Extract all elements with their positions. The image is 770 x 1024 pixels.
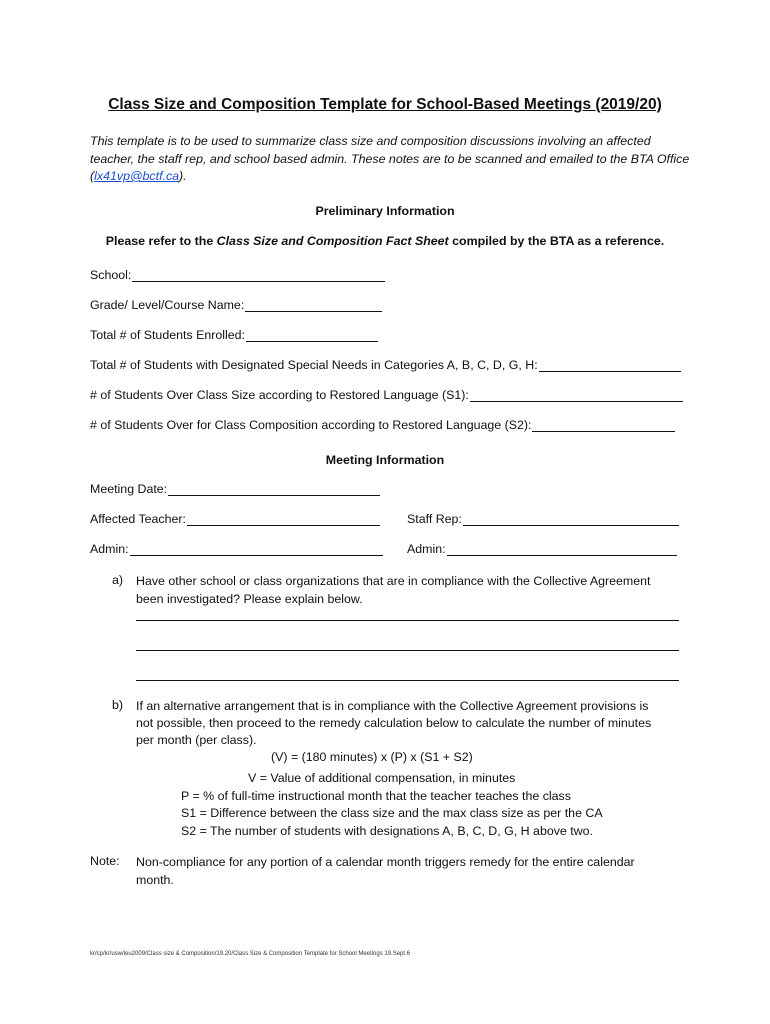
question-a-marker: a) — [112, 573, 124, 587]
definition-v: V = Value of additional compensation, in minutes — [248, 771, 516, 785]
school-label: School: — [90, 268, 132, 282]
affected-teacher-label: Affected Teacher: — [90, 512, 186, 526]
admin-right-label: Admin: — [407, 542, 446, 556]
over-size-label: # of Students Over Class Size according to Restored Language (S1): — [90, 388, 469, 402]
email-link[interactable]: lx41vp@bctf.ca — [94, 169, 180, 183]
meeting-date-line[interactable] — [168, 483, 380, 496]
meeting-date-label: Meeting Date: — [90, 482, 168, 496]
intro-text-end: ). — [179, 169, 187, 183]
meeting-date-field[interactable] — [90, 482, 380, 496]
admin-left-line[interactable] — [130, 543, 383, 556]
definition-s2: S2 = The number of students with designations A, B, C, D, G, H above two. — [181, 824, 593, 838]
admin-right-field[interactable] — [407, 542, 677, 556]
school-line[interactable] — [132, 269, 385, 282]
school-field[interactable] — [90, 268, 385, 282]
total-students-field[interactable] — [90, 328, 378, 342]
admin-left-label: Admin: — [90, 542, 129, 556]
intro-paragraph — [90, 133, 690, 186]
answer-line-3[interactable] — [136, 680, 679, 681]
special-needs-label: Total # of Students with Designated Special Needs in Categories A, B, C, D, G, H: — [90, 358, 538, 372]
definition-s1: S1 = Difference between the class size and the max class size as per the CA — [181, 806, 603, 820]
reference-text: Please refer to the — [105, 234, 217, 248]
total-students-line[interactable] — [246, 329, 378, 342]
affected-teacher-line[interactable] — [187, 513, 380, 526]
question-a-line1: Have other school or class organizations that are in compliance with the Collective Agreement — [136, 574, 651, 588]
grade-line[interactable] — [245, 299, 382, 312]
affected-teacher-field[interactable] — [90, 512, 380, 526]
note-line1: Non-compliance for any portion of a calendar month triggers remedy for the entire calendar — [136, 855, 635, 869]
admin-left-field[interactable] — [90, 542, 383, 556]
reference-note — [0, 234, 770, 248]
answer-line-1[interactable] — [136, 620, 679, 621]
page-title: Class Size and Composition Template for School-Based Meetings (2019/20) — [108, 96, 662, 113]
special-needs-field[interactable] — [90, 358, 681, 372]
intro-text: This template is to be used to summarize class size and composition discussions involving an affected teacher, the staff rep, and school based admin. These notes are to be scanned and emailed to the BTA Office ( — [90, 134, 690, 183]
over-composition-field[interactable] — [90, 418, 675, 432]
admin-right-line[interactable] — [447, 543, 677, 556]
over-composition-line[interactable] — [532, 419, 675, 432]
note-line2: month. — [136, 873, 174, 887]
over-size-line[interactable] — [470, 389, 683, 402]
special-needs-line[interactable] — [539, 359, 681, 372]
grade-field[interactable] — [90, 298, 382, 312]
grade-label: Grade/ Level/Course Name: — [90, 298, 245, 312]
over-size-field[interactable] — [90, 388, 683, 402]
footer-path: kr/cp/kr/usw/leu2009/Class size & Composition/19.20/Class Size & Composition Template for School Meetings 19.Sept.6 — [90, 951, 411, 957]
question-b-line1: If an alternative arrangement that is in compliance with the Collective Agreement provisions is — [136, 699, 649, 713]
question-b-line2: not possible, then proceed to the remedy calculation below to calculate the number of minutes — [136, 716, 652, 730]
remedy-formula: (V) = (180 minutes) x (P) x (S1 + S2) — [271, 750, 473, 764]
staff-rep-field[interactable] — [407, 512, 679, 526]
reference-text-end: compiled by the BTA as a reference. — [448, 234, 665, 248]
staff-rep-label: Staff Rep: — [407, 512, 462, 526]
question-a-line2: been investigated? Please explain below. — [136, 592, 363, 606]
meeting-heading: Meeting Information — [325, 453, 445, 467]
total-students-label: Total # of Students Enrolled: — [90, 328, 245, 342]
note-label: Note: — [90, 854, 120, 868]
definition-p: P = % of full-time instructional month that the teacher teaches the class — [181, 789, 571, 803]
preliminary-heading: Preliminary Information — [315, 204, 455, 218]
question-b-marker: b) — [112, 698, 124, 712]
staff-rep-line[interactable] — [463, 513, 679, 526]
answer-line-2[interactable] — [136, 650, 679, 651]
fact-sheet-title: Class Size and Composition Fact Sheet — [216, 234, 449, 248]
question-b-line3: per month (per class). — [136, 733, 257, 747]
over-composition-label: # of Students Over for Class Composition according to Restored Language (S2): — [90, 418, 532, 432]
